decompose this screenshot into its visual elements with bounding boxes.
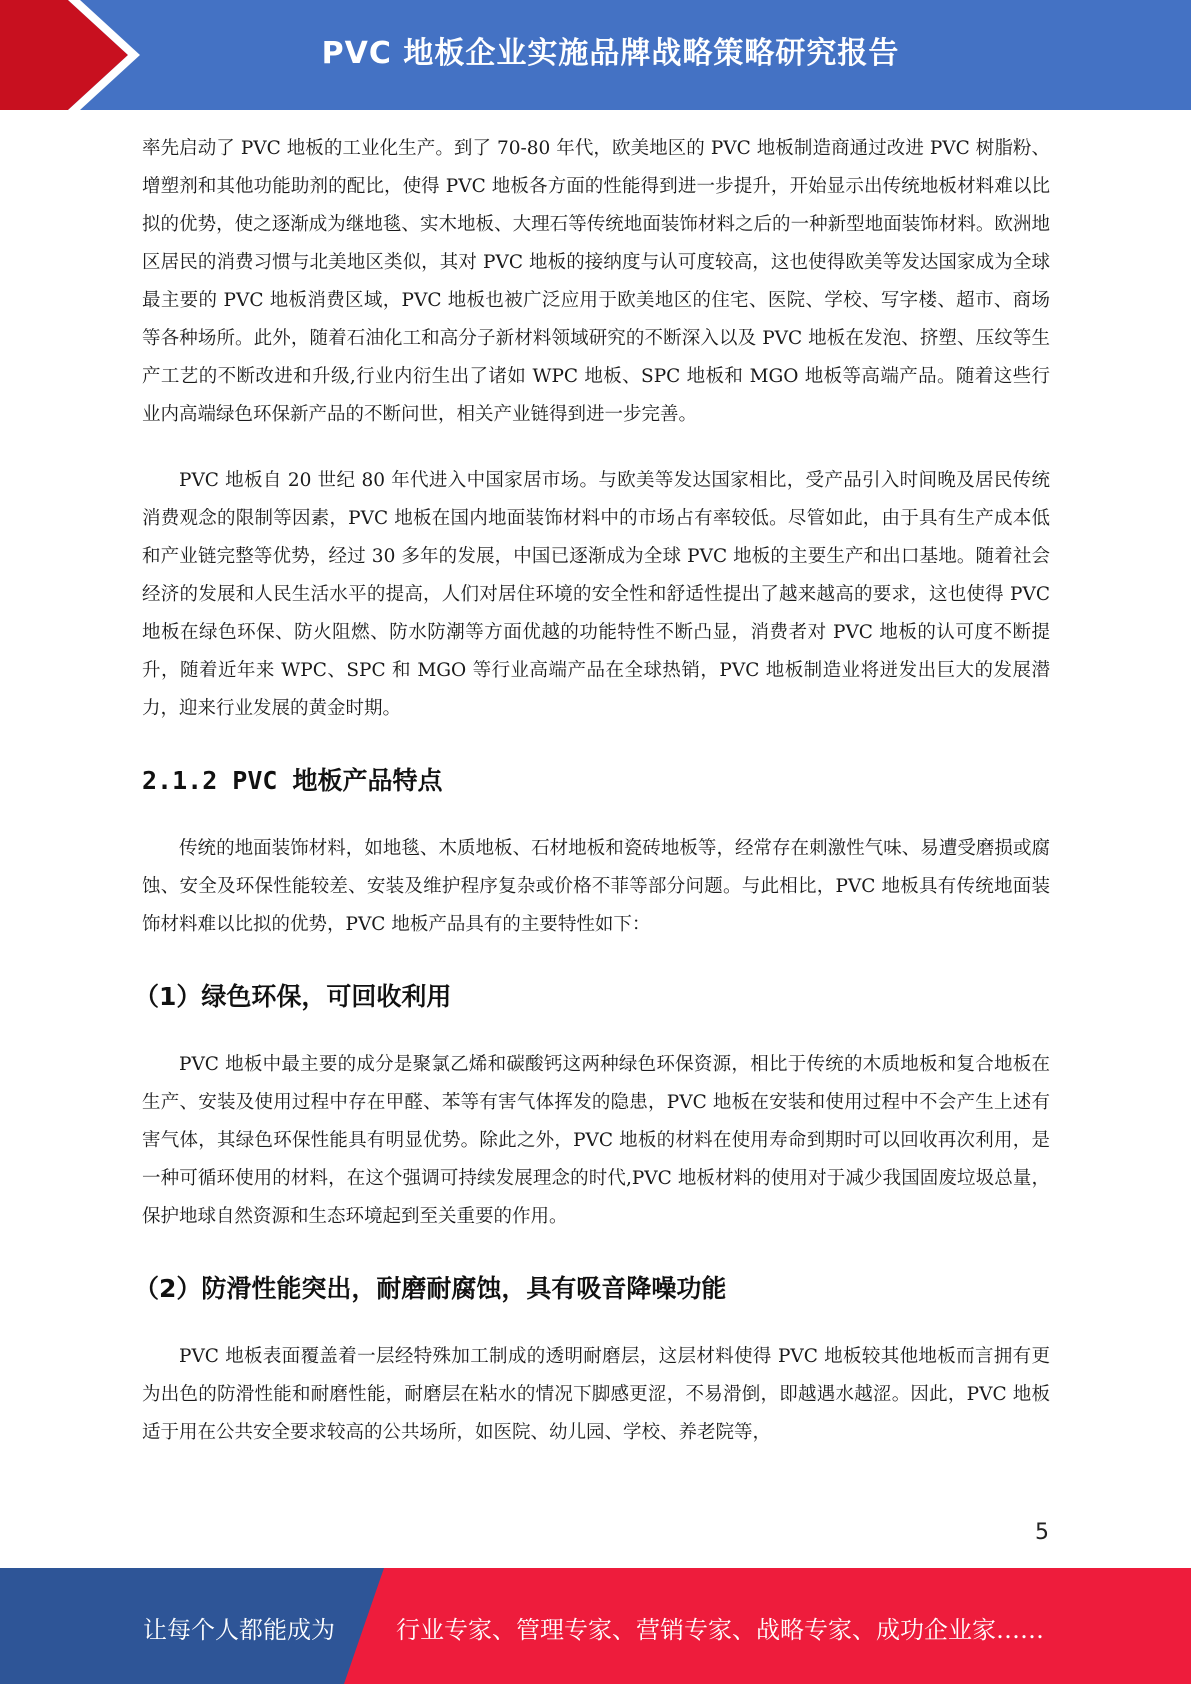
- page-header: [0, 0, 1191, 110]
- footer-slogan-left: 让每个人都能成为: [143, 1616, 335, 1644]
- paragraph: PVC 地板自 20 世纪 80 年代进入中国家居市场。与欧美等发达国家相比，受产品引入时间晚及居民传统消费观念的限制等因素，PVC 地板在国内地面装饰材料中的市场占有率较低。尽管如此，由于具有生产成本低和产业链完整等优势，经过 30 多年的发展，中国已逐渐成为全球 PVC 地板的主要生产和出口基地。随着社会经济的发展和人民生活水平的提高，人们对居住环境的安全性和舒适性提出了越来越高的要求，这也使得 PVC 地板在绿色环保、防火阻燃、防水防潮等方面优越的功能特性不断凸显，消费者对 PVC 地板的认可度不断提升，随着近年来 WPC、SPC 和 MGO 等行业高端产品在全球热销，PVC 地板制造业将迸发出巨大的发展潜力，迎来行业发展的黄金时期。: [142, 470, 1050, 719]
- subsection-heading: （2）防滑性能突出，耐磨耐腐蚀，具有吸音降噪功能: [134, 1274, 727, 1303]
- header-title: PVC 地板企业实施品牌战略策略研究报告: [321, 36, 900, 71]
- section-heading: 2.1.2 PVC 地板产品特点: [142, 766, 443, 795]
- footer-slogan-right: 行业专家、管理专家、营销专家、战略专家、成功企业家……: [396, 1616, 1044, 1644]
- page-footer: [0, 1568, 1191, 1684]
- subsection-heading: （1）绿色环保，可回收利用: [134, 982, 452, 1011]
- document-body: [134, 130, 1050, 1452]
- paragraph: 传统的地面装饰材料，如地毯、木质地板、石材地板和瓷砖地板等，经常存在刺激性气味、易遭受磨损或腐蚀、安全及环保性能较差、安装及维护程序复杂或价格不菲等部分问题。与此相比，PVC 地板具有传统地面装饰材料难以比拟的优势，PVC 地板产品具有的主要特性如下：: [142, 838, 1050, 935]
- page-number: 5: [1035, 1520, 1049, 1545]
- paragraph: PVC 地板表面覆盖着一层经特殊加工制成的透明耐磨层，这层材料使得 PVC 地板较其他地板而言拥有更为出色的防滑性能和耐磨性能，耐磨层在粘水的情况下脚感更涩，不易滑倒，即越遇水越涩。因此，PVC 地板适于用在公共安全要求较高的公共场所，如医院、幼儿园、学校、养老院等，: [142, 1346, 1050, 1443]
- paragraph: 率先启动了 PVC 地板的工业化生产。到了 70-80 年代，欧美地区的 PVC 地板制造商通过改进 PVC 树脂粉、增塑剂和其他功能助剂的配比，使得 PVC 地板各方面的性能得到进一步提升，开始显示出传统地板材料难以比拟的优势，使之逐渐成为继地毯、实木地板、大理石等传统地面装饰材料之后的一种新型地面装饰材料。欧洲地区居民的消费习惯与北美地区类似，其对 PVC 地板的接纳度与认可度较高，这也使得欧美等发达国家成为全球最主要的 PVC 地板消费区域，PVC 地板也被广泛应用于欧美地区的住宅、医院、学校、写字楼、超市、商场等各种场所。此外，随着石油化工和高分子新材料领域研究的不断深入以及 PVC 地板在发泡、挤塑、压纹等生产工艺的不断改进和升级,行业内衍生出了诸如 WPC 地板、SPC 地板和 MGO 地板等高端产品。随着这些行业内高端绿色环保新产品的不断问世，相关产业链得到进一步完善。: [142, 138, 1050, 425]
- paragraph: PVC 地板中最主要的成分是聚氯乙烯和碳酸钙这两种绿色环保资源，相比于传统的木质地板和复合地板在生产、安装及使用过程中存在甲醛、苯等有害气体挥发的隐患，PVC 地板在安装和使用过程中不会产生上述有害气体，其绿色环保性能具有明显优势。除此之外，PVC 地板的材料在使用寿命到期时可以回收再次利用，是一种可循环使用的材料，在这个强调可持续发展理念的时代,PVC 地板材料的使用对于减少我国固废垃圾总量，保护地球自然资源和生态环境起到至关重要的作用。: [142, 1054, 1050, 1227]
